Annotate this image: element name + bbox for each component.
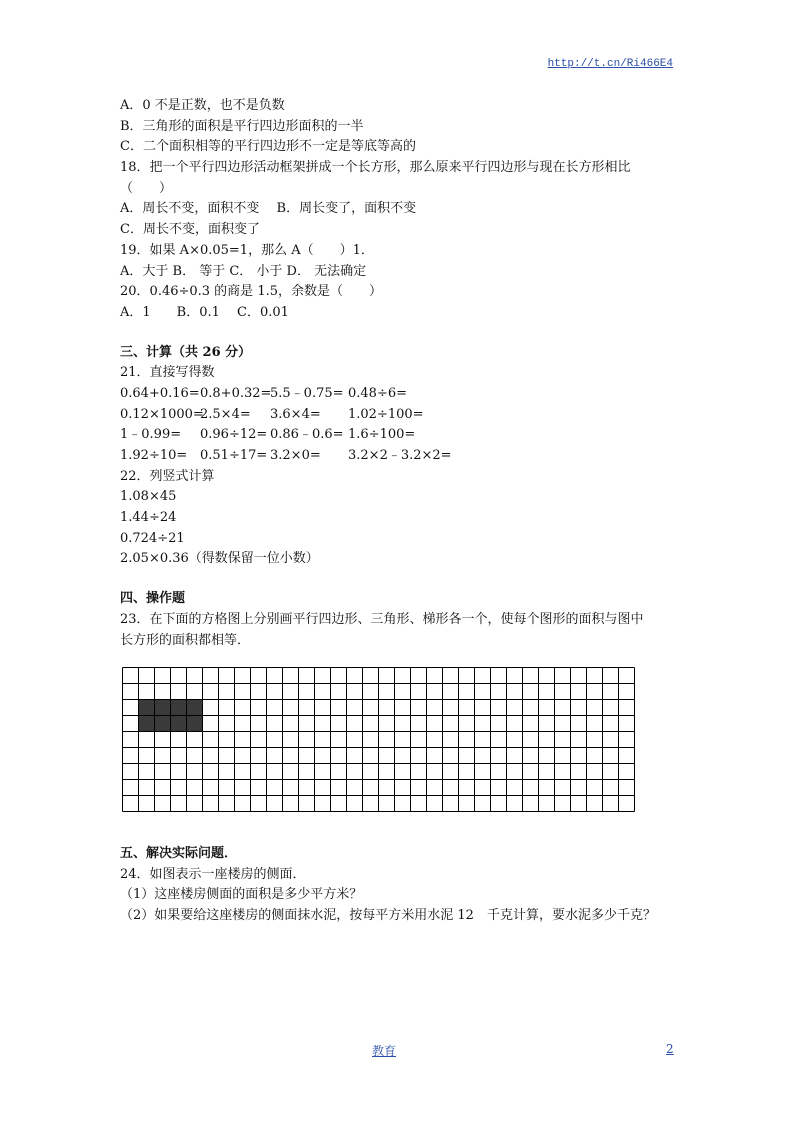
q21-expression: 0.51÷17= xyxy=(200,448,268,463)
q21-expression: 3.6×4= xyxy=(270,406,321,422)
q17-option-c: C．二个面积相等的平行四边形不一定是等底等高的 xyxy=(120,139,416,155)
q21-expression: 0.12×1000= xyxy=(120,406,204,422)
q20-options: A．1 B．0.1 C．0.01 xyxy=(120,304,289,320)
q22-item: 1.08×45 xyxy=(120,489,177,505)
q24-stem: 24．如图表示一座楼房的侧面． xyxy=(120,866,306,882)
q21-expression: 3.2×2﹣3.2×2= xyxy=(348,448,452,463)
grid-figure xyxy=(122,667,635,820)
q21-title: 21．直接写得数 xyxy=(120,365,215,381)
q19-stem: 19．如果 A×0.05=1，那么 A（ ）1． xyxy=(120,242,374,258)
q22-item: 1.44÷24 xyxy=(120,510,177,526)
q21-table xyxy=(120,384,680,467)
q21-expression: 1.02÷100= xyxy=(348,406,424,422)
q24-part1: （1）这座楼房侧面的面积是多少平方米？ xyxy=(120,887,363,903)
q21-row xyxy=(120,384,680,405)
q24-part2: （2）如果要给这座楼房的侧面抹水泥，按每平方米用水泥 12 千克计算，要水泥多少千克？ xyxy=(120,908,656,924)
q21-expression: 0.96÷12= xyxy=(200,427,268,443)
q21-row xyxy=(120,425,680,446)
question-content xyxy=(120,96,680,651)
q21-expression: 5.5﹣0.75= xyxy=(270,385,344,401)
q23-line1: 23．在下面的方格图上分别画平行四边形、三角形、梯形各一个，使每个图形的面积与图中 xyxy=(120,611,644,627)
q18-blank: （ ） xyxy=(120,180,173,196)
q17-option-b: B．三角形的面积是平行四边形面积的一半 xyxy=(120,118,364,134)
q21-row xyxy=(120,405,680,426)
q18-options-2: C．周长不变，面积变了 xyxy=(120,222,260,238)
footer-label[interactable]: 教育 xyxy=(372,1044,397,1058)
q18-stem: 18．把一个平行四边形活动框架拼成一个长方形，那么原来平行四边形与现在长方形相比 xyxy=(120,160,631,176)
q22-item: 2.05×0.36（得数保留一位小数） xyxy=(120,551,319,567)
q20-stem: 20．0.46÷0.3 的商是 1.5，余数是（ ） xyxy=(120,284,382,300)
section5-content xyxy=(120,844,680,927)
q19-options: A．大于 B． 等于 C． 小于 D． 无法确定 xyxy=(120,263,367,279)
section4-title: 四、操作题 xyxy=(120,591,186,607)
q23-line2: 长方形的面积都相等． xyxy=(120,632,251,648)
section5-title: 五、解决实际问题． xyxy=(120,846,238,861)
q18-options-1: A．周长不变，面积不变 B．周长变了，面积不变 xyxy=(120,201,417,217)
q21-expression: 0.86﹣0.6= xyxy=(270,427,344,443)
q21-expression: 0.64+0.16= xyxy=(120,385,200,401)
header-link[interactable]: http://t.cn/Ri466E4 xyxy=(547,58,673,70)
q21-expression: 0.8+0.32= xyxy=(200,385,272,401)
q21-expression: 1.6÷100= xyxy=(348,427,416,443)
q22-title: 22．列竖式计算 xyxy=(120,468,215,484)
q21-expression: 1﹣0.99= xyxy=(120,427,182,443)
square-grid xyxy=(122,667,635,816)
q21-expression: 0.48÷6= xyxy=(348,385,408,401)
q22-item: 0.724÷21 xyxy=(120,530,185,546)
section3-title: 三、计算（共 26 分） xyxy=(120,344,252,360)
page-number: 2 xyxy=(666,1042,674,1056)
q21-expression: 1.92÷10= xyxy=(120,448,188,463)
q21-row xyxy=(120,446,680,467)
q21-expression: 2.5×4= xyxy=(200,406,251,422)
q17-option-a: A．0 不是正数，也不是负数 xyxy=(120,98,285,113)
q21-expression: 3.2×0= xyxy=(270,448,321,463)
